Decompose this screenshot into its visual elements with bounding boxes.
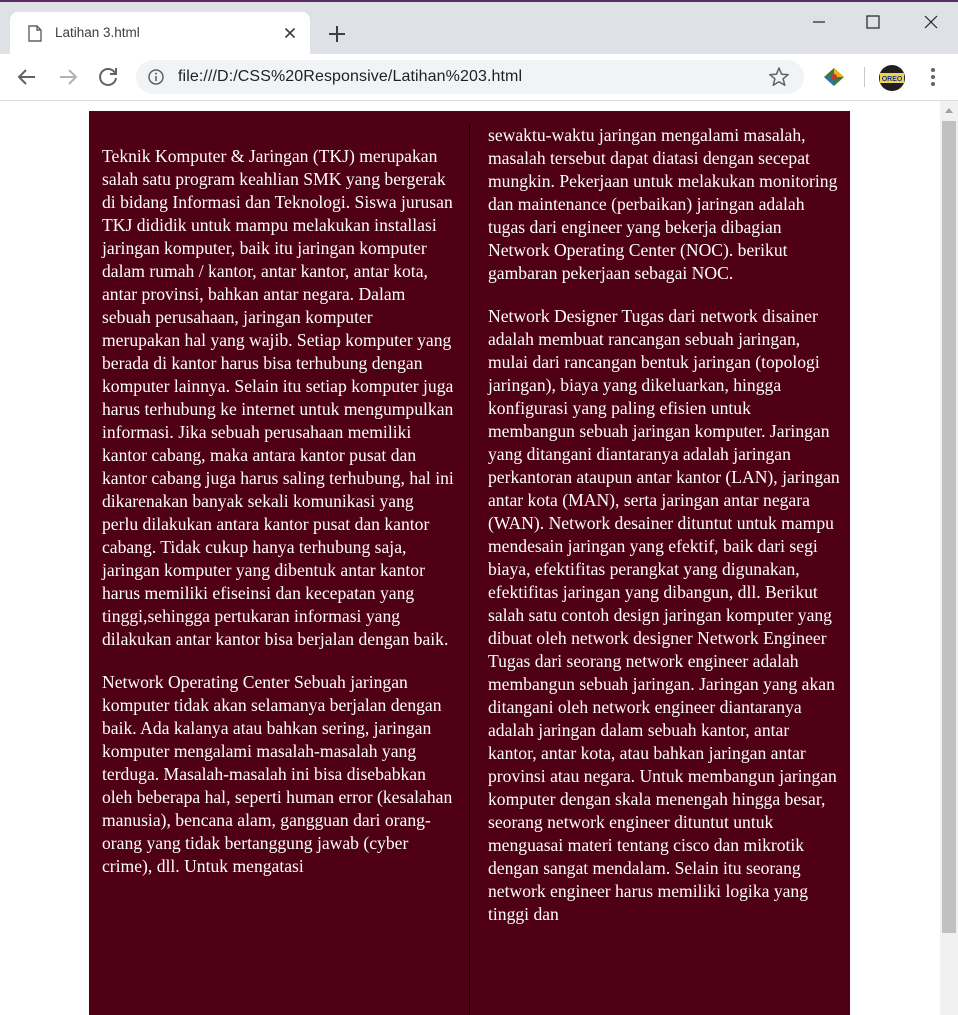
scroll-up-arrow-icon[interactable]	[944, 106, 954, 114]
close-icon[interactable]	[282, 25, 298, 41]
article	[89, 111, 850, 1015]
avatar[interactable]	[878, 64, 906, 92]
kebab-menu-icon[interactable]	[922, 66, 944, 88]
column-right	[488, 124, 840, 946]
browser-toolbar	[0, 54, 958, 101]
column-divider	[469, 125, 470, 1015]
window-close-icon[interactable]	[916, 10, 946, 36]
star-icon[interactable]	[768, 66, 790, 88]
url-text[interactable]: file:///D:/CSS%20Responsive/Latihan%203.html	[178, 68, 523, 85]
paragraph-noc: Network Operating Center Sebuah jaringan komputer tidak akan selamanya berjalan dengan baik. Ada kalanya atau bahkan sering, jaringan komputer mengalami masalah-masalah yang terduga. Masalah-masalah ini bisa disebabkan oleh beberapa hal, seperti human error (kesalahan manusia), bencana alam, gangguan dari orang-orang yang tidak bertanggung jawab (cyber crime), dll. Untuk mengatasi	[102, 672, 453, 876]
tab-strip	[0, 2, 958, 54]
back-arrow-icon[interactable]	[13, 63, 41, 91]
vertical-scrollbar[interactable]	[940, 101, 958, 1015]
page-viewport	[0, 101, 940, 1015]
paragraph-tkj: Teknik Komputer & Jaringan (TKJ) merupakan salah satu program keahlian SMK yang bergerak di bidang Informasi dan Teknologi. Siswa jurusan TKJ dididik untuk mampu melakukan installasi jaringan komputer, baik itu jaringan komputer dalam rumah / kantor, antar kantor, antar kota, antar provinsi, bahkan antar negara. Dalam sebuah perusahaan, jaringan komputer merupakan hal yang wajib. Setiap komputer yang berada di kantor harus bisa terhubung dengan komputer lainnya. Selain itu setiap komputer juga harus terhubung ke internet untuk mengumpulkan informasi. Jika sebuah perusahaan memiliki kantor cabang, maka antara kantor pusat dan kantor cabang juga harus saling terhubung, hal ini dikarenakan banyak sekali komunikasi yang perlu dilakukan antara kantor pusat dan kantor cabang. Tidak cukup hanya terhubung saja, jaringan komputer yang dibentuk antar kantor harus memiliki efiseinsi dan kecepatan yang tinggi,sehingga pertukaran informasi yang dilakukan antar kantor bisa berjalan dengan baik.	[102, 146, 454, 649]
avatar-label: OREO	[881, 76, 903, 83]
toolbar-separator	[864, 67, 865, 87]
paragraph-network-designer: Network Designer Tugas dari network disainer adalah membuat rancangan sebuah jaringan, mulai dari rancangan bentuk jaringan (topologi jaringan), biaya yang dikeluarkan, hingga konfigurasi yang paling efisien untuk membangun sebuah jaringan komputer. Jaringan yang ditangani diantaranya adalah jaringan perkantoran ataupun antar kantor (LAN), jaringan antar kota (MAN), serta jaringan antar negara (WAN). Network desainer dituntut untuk mampu mendesain jaringan yang efektif, baik dari segi biaya, efektifitas perangkat yang digunakan, efektifitas jaringan yang dibangun, dll. Berikut salah satu contoh design jaringan komputer yang dibuat oleh network designer Network Engineer Tugas dari seorang network engineer adalah membangun sebuah jaringan. Jaringan yang akan ditangani oleh network engineer diantaranya adalah jaringan dalam sebuah kantor, antar kantor, antar kota, atau bahkan jaringan antar provinsi atau negara. Untuk membangun jaringan komputer dengan skala menengah hingga besar, seorang network engineer dituntut untuk menguasai materi tentang cisco dan mikrotik dengan sangat mendalam. Selain itu seorang network engineer harus memiliki logika yang tinggi dan	[488, 306, 840, 924]
plus-icon[interactable]	[326, 23, 348, 45]
browser-tab[interactable]	[10, 12, 310, 54]
reload-icon[interactable]	[94, 63, 122, 91]
paragraph-noc-continued: sewaktu-waktu jaringan mengalami masalah, masalah tersebut dapat diatasi dengan secepat mungkin. Pekerjaan untuk melakukan monitoring dan maintenance (perbaikan) jaringan adalah tugas dari engineer yang bekerja dibagian Network Operating Center (NOC). berikut gambaran pekerjaan sebagai NOC.	[488, 125, 838, 283]
scrollbar-thumb[interactable]	[942, 121, 956, 933]
tab-title: Latihan 3.html	[55, 25, 140, 40]
minimize-icon[interactable]	[804, 10, 834, 36]
column-left	[102, 145, 454, 898]
info-icon[interactable]	[148, 69, 164, 85]
extension-icon[interactable]	[822, 66, 846, 88]
forward-arrow-icon[interactable]	[54, 63, 82, 91]
address-bar[interactable]	[136, 60, 804, 94]
maximize-icon[interactable]	[858, 10, 888, 36]
page-icon	[28, 25, 42, 42]
